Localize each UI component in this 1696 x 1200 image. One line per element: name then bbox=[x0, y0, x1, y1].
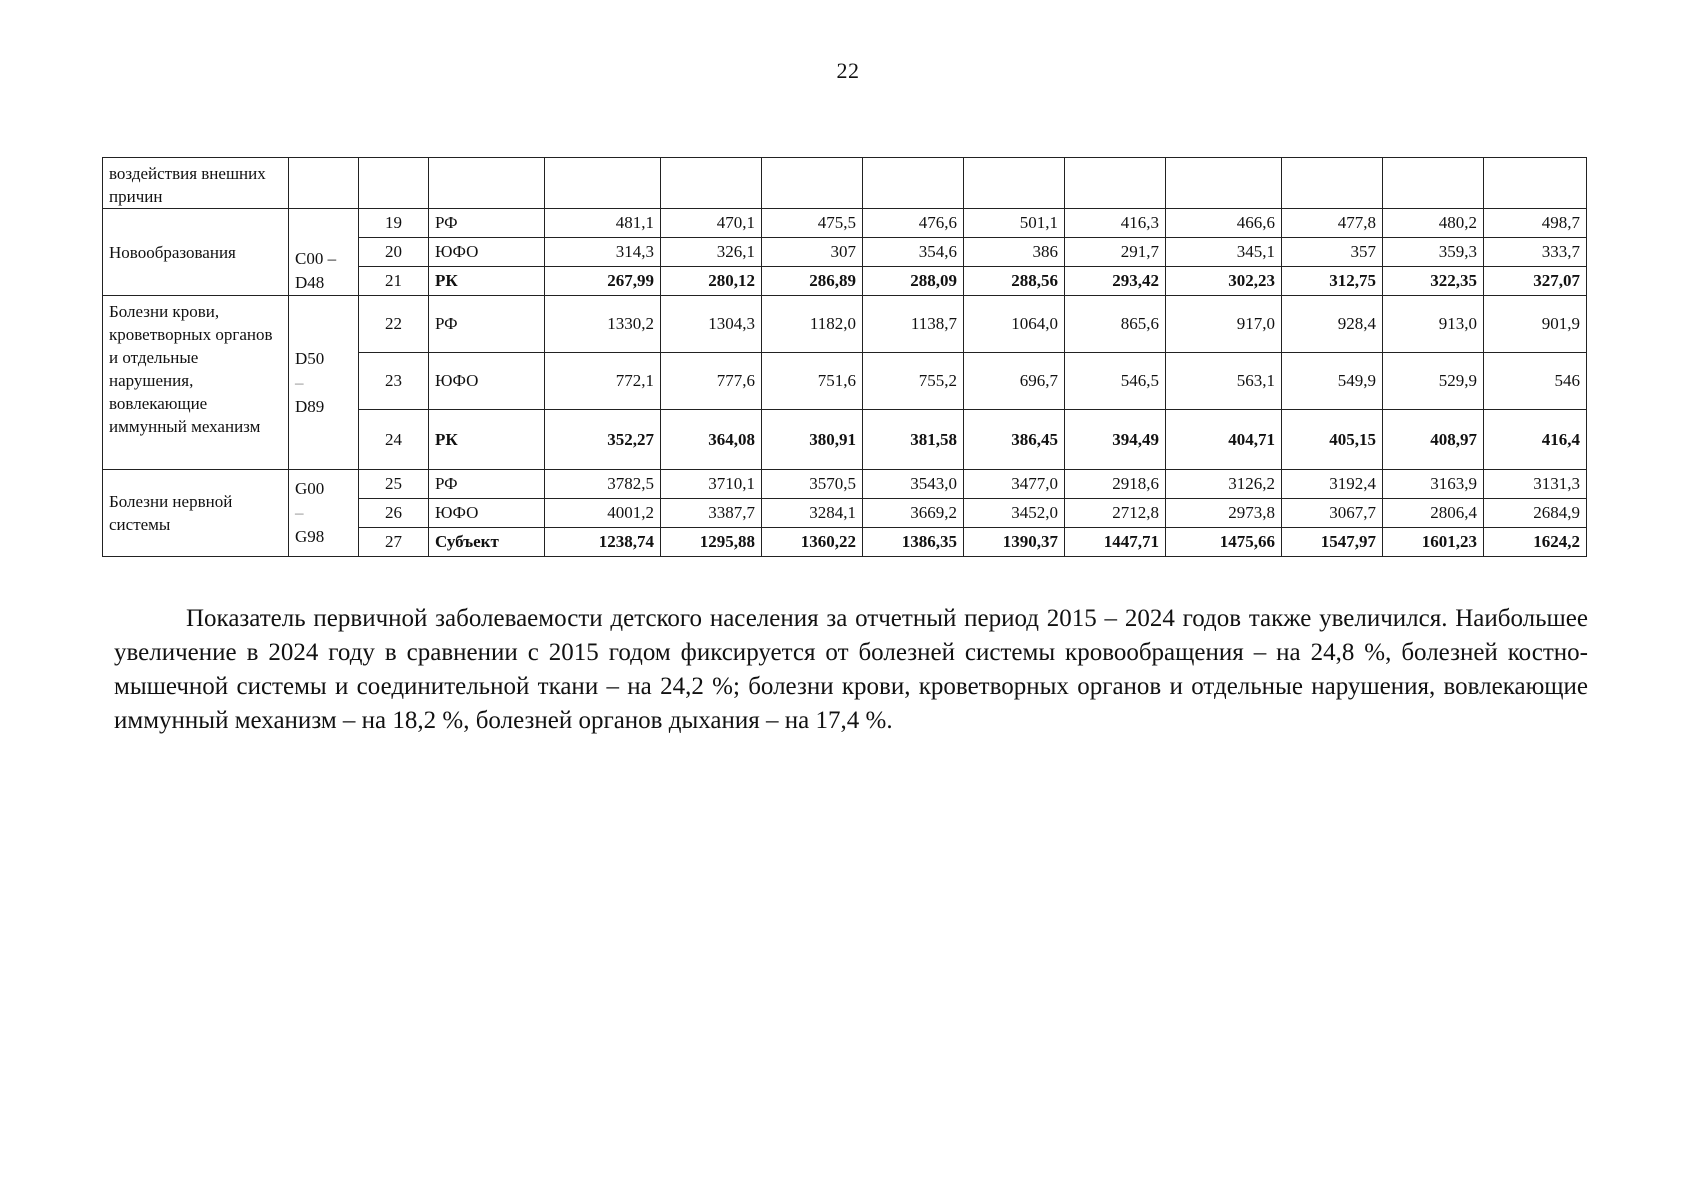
value-cell: 696,7 bbox=[964, 353, 1065, 410]
row-number-cell: 21 bbox=[359, 267, 429, 296]
icd-code-line: D89 bbox=[295, 396, 325, 416]
icd-code-line: G98 bbox=[295, 527, 325, 546]
value-cell: 267,99 bbox=[545, 267, 661, 296]
icd-code-cell bbox=[289, 470, 359, 557]
region-cell: РК bbox=[429, 267, 545, 296]
incidence-table bbox=[102, 157, 1587, 557]
value-cell: 1064,0 bbox=[964, 296, 1065, 353]
value-cell: 1447,71 bbox=[1065, 528, 1166, 557]
value-cell: 288,56 bbox=[964, 267, 1065, 296]
region-cell: РФ bbox=[429, 470, 545, 499]
value-cell: 322,35 bbox=[1383, 267, 1484, 296]
value-cell: 352,27 bbox=[545, 410, 661, 470]
category-cell: Болезни нервной системы bbox=[103, 470, 289, 557]
row-number-cell: 19 bbox=[359, 209, 429, 238]
table-row bbox=[103, 158, 1587, 209]
value-cell: 327,07 bbox=[1484, 267, 1587, 296]
value-cell: 293,42 bbox=[1065, 267, 1166, 296]
row-number-cell: 22 bbox=[359, 296, 429, 353]
value-cell: 917,0 bbox=[1166, 296, 1282, 353]
value-cell: 416,3 bbox=[1065, 209, 1166, 238]
value-cell: 1601,23 bbox=[1383, 528, 1484, 557]
value-cell: 333,7 bbox=[1484, 238, 1587, 267]
row-number-cell: 23 bbox=[359, 353, 429, 410]
value-cell: 1475,66 bbox=[1166, 528, 1282, 557]
value-cell: 1138,7 bbox=[863, 296, 964, 353]
row-number-cell: 24 bbox=[359, 410, 429, 470]
value-cell: 357 bbox=[1282, 238, 1383, 267]
value-cell: 563,1 bbox=[1166, 353, 1282, 410]
table-row bbox=[103, 470, 1587, 499]
icd-code-line: D50 bbox=[295, 348, 325, 368]
value-cell: 3387,7 bbox=[661, 499, 762, 528]
icd-code-line: – bbox=[295, 372, 304, 392]
region-cell: РК bbox=[429, 410, 545, 470]
empty-cell bbox=[863, 158, 964, 209]
value-cell: 3284,1 bbox=[762, 499, 863, 528]
region-cell: ЮФО bbox=[429, 353, 545, 410]
value-cell: 751,6 bbox=[762, 353, 863, 410]
value-cell: 3477,0 bbox=[964, 470, 1065, 499]
value-cell: 1295,88 bbox=[661, 528, 762, 557]
value-cell: 529,9 bbox=[1383, 353, 1484, 410]
value-cell: 280,12 bbox=[661, 267, 762, 296]
empty-cell bbox=[1065, 158, 1166, 209]
row-number-cell: 20 bbox=[359, 238, 429, 267]
region-cell: Субъект bbox=[429, 528, 545, 557]
value-cell: 1330,2 bbox=[545, 296, 661, 353]
value-cell: 476,6 bbox=[863, 209, 964, 238]
row-number-cell: 26 bbox=[359, 499, 429, 528]
value-cell: 380,91 bbox=[762, 410, 863, 470]
value-cell: 404,71 bbox=[1166, 410, 1282, 470]
empty-cell bbox=[762, 158, 863, 209]
value-cell: 3710,1 bbox=[661, 470, 762, 499]
value-cell: 501,1 bbox=[964, 209, 1065, 238]
empty-cell bbox=[1383, 158, 1484, 209]
empty-cell bbox=[1282, 158, 1383, 209]
region-cell: ЮФО bbox=[429, 499, 545, 528]
value-cell: 1238,74 bbox=[545, 528, 661, 557]
row-number-cell: 27 bbox=[359, 528, 429, 557]
empty-cell bbox=[1484, 158, 1587, 209]
value-cell: 288,09 bbox=[863, 267, 964, 296]
value-cell: 901,9 bbox=[1484, 296, 1587, 353]
value-cell: 386 bbox=[964, 238, 1065, 267]
value-cell: 2973,8 bbox=[1166, 499, 1282, 528]
value-cell: 2806,4 bbox=[1383, 499, 1484, 528]
table-row bbox=[103, 209, 1587, 238]
value-cell: 3782,5 bbox=[545, 470, 661, 499]
region-cell: ЮФО bbox=[429, 238, 545, 267]
empty-cell bbox=[359, 158, 429, 209]
icd-code-line: D48 bbox=[295, 273, 325, 292]
value-cell: 755,2 bbox=[863, 353, 964, 410]
value-cell: 302,23 bbox=[1166, 267, 1282, 296]
value-cell: 1360,22 bbox=[762, 528, 863, 557]
value-cell: 408,97 bbox=[1383, 410, 1484, 470]
value-cell: 2918,6 bbox=[1065, 470, 1166, 499]
value-cell: 364,08 bbox=[661, 410, 762, 470]
value-cell: 480,2 bbox=[1383, 209, 1484, 238]
value-cell: 546,5 bbox=[1065, 353, 1166, 410]
value-cell: 405,15 bbox=[1282, 410, 1383, 470]
category-cell: Новообразования bbox=[103, 209, 289, 296]
value-cell: 286,89 bbox=[762, 267, 863, 296]
value-cell: 3163,9 bbox=[1383, 470, 1484, 499]
value-cell: 470,1 bbox=[661, 209, 762, 238]
value-cell: 359,3 bbox=[1383, 238, 1484, 267]
icd-code-cell bbox=[289, 209, 359, 296]
value-cell: 1390,37 bbox=[964, 528, 1065, 557]
value-cell: 546 bbox=[1484, 353, 1587, 410]
icd-code-cell bbox=[289, 296, 359, 470]
value-cell: 549,9 bbox=[1282, 353, 1383, 410]
icd-code-line: – bbox=[295, 503, 304, 522]
value-cell: 386,45 bbox=[964, 410, 1065, 470]
value-cell: 498,7 bbox=[1484, 209, 1587, 238]
icd-code-line: C00 – bbox=[295, 249, 337, 268]
value-cell: 777,6 bbox=[661, 353, 762, 410]
summary-text: Показатель первичной заболеваемости детского населения за отчетный период 2015 – 2024 годов также увеличился. Наибольшее увеличение в 2024 году в сравнении с 2015 годом фиксируется от болезней системы кровообращения – на 24,8 %, болезней костно-мышечной системы и соединительной ткани – на 24,2 %; болезни крови, кроветворных органов и отдельные нарушения, вовлекающие иммунный механизм – на 18,2 %, болезней органов дыхания – на 17,4 %. bbox=[114, 605, 1588, 734]
category-cell: Болезни крови, кроветворных органов и отдельные нарушения, вовлекающие иммунный механизм bbox=[103, 296, 289, 470]
value-cell: 307 bbox=[762, 238, 863, 267]
value-cell: 354,6 bbox=[863, 238, 964, 267]
value-cell: 3543,0 bbox=[863, 470, 964, 499]
region-cell: РФ bbox=[429, 296, 545, 353]
value-cell: 772,1 bbox=[545, 353, 661, 410]
value-cell: 1547,97 bbox=[1282, 528, 1383, 557]
value-cell: 865,6 bbox=[1065, 296, 1166, 353]
value-cell: 3570,5 bbox=[762, 470, 863, 499]
value-cell: 481,1 bbox=[545, 209, 661, 238]
page-number: 22 bbox=[836, 58, 860, 83]
value-cell: 3669,2 bbox=[863, 499, 964, 528]
category-cell: воздействия внешних причин bbox=[103, 158, 289, 209]
value-cell: 345,1 bbox=[1166, 238, 1282, 267]
value-cell: 3067,7 bbox=[1282, 499, 1383, 528]
value-cell: 1304,3 bbox=[661, 296, 762, 353]
value-cell: 314,3 bbox=[545, 238, 661, 267]
value-cell: 416,4 bbox=[1484, 410, 1587, 470]
value-cell: 2712,8 bbox=[1065, 499, 1166, 528]
value-cell: 312,75 bbox=[1282, 267, 1383, 296]
table-row bbox=[103, 296, 1587, 353]
value-cell: 1624,2 bbox=[1484, 528, 1587, 557]
value-cell: 3452,0 bbox=[964, 499, 1065, 528]
value-cell: 394,49 bbox=[1065, 410, 1166, 470]
value-cell: 2684,9 bbox=[1484, 499, 1587, 528]
icd-code-line: G00 bbox=[295, 479, 325, 498]
value-cell: 928,4 bbox=[1282, 296, 1383, 353]
empty-cell bbox=[289, 158, 359, 209]
empty-cell bbox=[429, 158, 545, 209]
empty-cell bbox=[661, 158, 762, 209]
value-cell: 477,8 bbox=[1282, 209, 1383, 238]
value-cell: 381,58 bbox=[863, 410, 964, 470]
summary-paragraph bbox=[114, 602, 1588, 738]
value-cell: 1386,35 bbox=[863, 528, 964, 557]
value-cell: 3131,3 bbox=[1484, 470, 1587, 499]
value-cell: 475,5 bbox=[762, 209, 863, 238]
value-cell: 466,6 bbox=[1166, 209, 1282, 238]
value-cell: 1182,0 bbox=[762, 296, 863, 353]
value-cell: 291,7 bbox=[1065, 238, 1166, 267]
empty-cell bbox=[964, 158, 1065, 209]
row-number-cell: 25 bbox=[359, 470, 429, 499]
value-cell: 4001,2 bbox=[545, 499, 661, 528]
value-cell: 326,1 bbox=[661, 238, 762, 267]
value-cell: 913,0 bbox=[1383, 296, 1484, 353]
empty-cell bbox=[545, 158, 661, 209]
region-cell: РФ bbox=[429, 209, 545, 238]
value-cell: 3192,4 bbox=[1282, 470, 1383, 499]
empty-cell bbox=[1166, 158, 1282, 209]
value-cell: 3126,2 bbox=[1166, 470, 1282, 499]
